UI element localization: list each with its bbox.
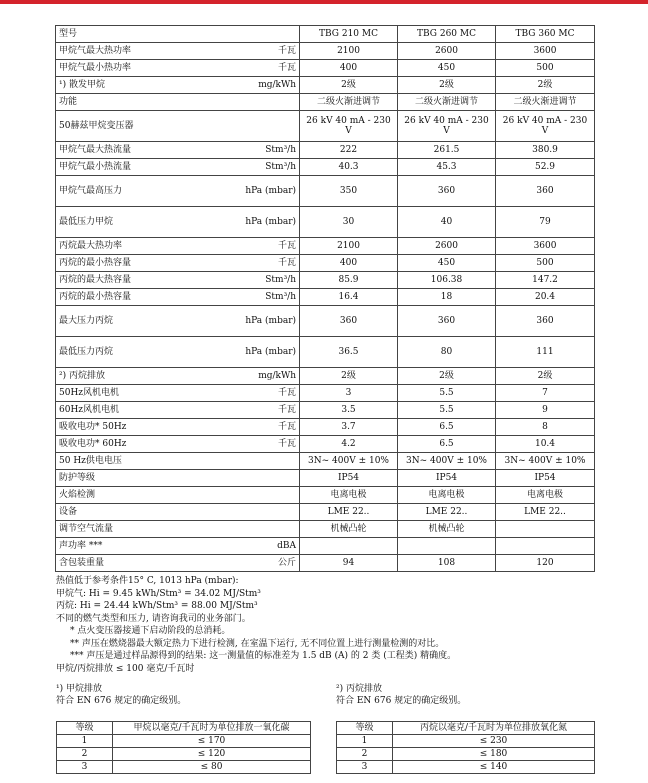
spec-row xyxy=(56,238,595,255)
spec-row-value: 电离电极 xyxy=(300,487,398,504)
spec-row-value: 2级 xyxy=(496,77,595,94)
notes xyxy=(56,575,596,675)
spec-row-value: 350 xyxy=(300,176,398,207)
spec-row xyxy=(56,521,595,538)
spec-row-label: 50 Hz供电电压 xyxy=(56,453,226,470)
spec-row-label: 丙烷最大热功率 xyxy=(56,238,226,255)
spec-row-value: 2级 xyxy=(398,77,496,94)
spec-row-value: 5.5 xyxy=(398,402,496,419)
spec-row xyxy=(56,337,595,368)
spec-row xyxy=(56,436,595,453)
spec-row-value: 2100 xyxy=(300,43,398,60)
spec-row-value: 261.5 xyxy=(398,142,496,159)
nox-header-value: 丙烷以毫克/千瓦时为单位排放氧化氮 xyxy=(393,722,595,735)
spec-row-value: 2级 xyxy=(300,77,398,94)
spec-row-value: 3 xyxy=(300,385,398,402)
note-line: 不同的燃气类型和压力, 请咨询我司的业务部门。 xyxy=(56,613,251,624)
spec-row-unit: 千瓦 xyxy=(226,255,300,272)
spec-row-label: ²) 丙烷排放 xyxy=(56,368,226,385)
spec-row-label: 丙烷的最小热容量 xyxy=(56,289,226,306)
spec-row-value: 二级火渐进调节 xyxy=(300,94,398,111)
spec-row-value: 85.9 xyxy=(300,272,398,289)
spec-row-value: 2级 xyxy=(496,368,595,385)
spec-row-value: 450 xyxy=(398,60,496,77)
spec-row-label: 甲烷气最大热功率 xyxy=(56,43,226,60)
spec-row-value xyxy=(496,538,595,555)
spec-row-label: 声功率 *** xyxy=(56,538,226,555)
spec-row-unit: 千瓦 xyxy=(226,60,300,77)
spec-row-value: 40 xyxy=(398,207,496,238)
footnote-double-star: ** 声压在燃烧器最大额定热力下进行检测, 在室温下运行, 无不同位置上进行测量检测的对比。 xyxy=(70,638,445,649)
spec-row xyxy=(56,470,595,487)
spec-row xyxy=(56,402,595,419)
spec-row xyxy=(56,159,595,176)
spec-row-unit xyxy=(226,94,300,111)
spec-row-unit: hPa (mbar) xyxy=(226,306,300,337)
spec-row-value: 16.4 xyxy=(300,289,398,306)
spec-row-value: 10.4 xyxy=(496,436,595,453)
spec-row-value: 5.5 xyxy=(398,385,496,402)
spec-row-value: 机械凸轮 xyxy=(300,521,398,538)
spec-row-value: 2600 xyxy=(398,43,496,60)
nox-class: 2 xyxy=(337,748,393,761)
methane-title: ¹) 甲烷排放 xyxy=(56,684,102,694)
spec-row-value: 120 xyxy=(496,555,595,572)
spec-row xyxy=(56,555,595,572)
spec-row-value: 2级 xyxy=(398,368,496,385)
co-header-value: 甲烷以毫克/千瓦时为单位排放一氧化碳 xyxy=(113,722,311,735)
spec-row-value: 3N~ 400V ± 10% xyxy=(496,453,595,470)
spec-row-label: ¹) 散发甲烷 xyxy=(56,77,226,94)
spec-row-value xyxy=(300,538,398,555)
spec-row xyxy=(56,176,595,207)
spec-row-value: 20.4 xyxy=(496,289,595,306)
co-class: 1 xyxy=(57,735,113,748)
spec-row-value: 电离电极 xyxy=(398,487,496,504)
propane-title: ²) 丙烷排放 xyxy=(336,684,382,694)
spec-row-unit xyxy=(226,470,300,487)
co-class: 2 xyxy=(57,748,113,761)
spec-row-unit: 千瓦 xyxy=(226,419,300,436)
spec-row xyxy=(56,272,595,289)
spec-row-value: 2600 xyxy=(398,238,496,255)
spec-row-label: 甲烷气最小热功率 xyxy=(56,60,226,77)
spec-row-value: LME 22.. xyxy=(496,504,595,521)
spec-row-value: 400 xyxy=(300,255,398,272)
spec-row-value: 3600 xyxy=(496,238,595,255)
spec-row-value: LME 22.. xyxy=(300,504,398,521)
spec-row-value: 9 xyxy=(496,402,595,419)
nox-emission-table xyxy=(336,721,595,774)
spec-row-unit xyxy=(226,111,300,142)
nox-class: 1 xyxy=(337,735,393,748)
spec-row-value: 500 xyxy=(496,60,595,77)
nox-value: ≤ 230 xyxy=(393,735,595,748)
spec-row-label: 火焰检测 xyxy=(56,487,226,504)
note-line: 丙烷: Hi = 24.44 kWh/Stm³ = 88.00 MJ/Stm³ xyxy=(56,601,258,611)
co-value: ≤ 170 xyxy=(113,735,311,748)
spec-row xyxy=(56,487,595,504)
spec-row xyxy=(56,504,595,521)
spec-row-unit: 公斤 xyxy=(226,555,300,572)
spec-row-value: 4.2 xyxy=(300,436,398,453)
note-line: 热值低于参考条件15° C, 1013 hPa (mbar): xyxy=(56,576,239,586)
spec-row-unit: 千瓦 xyxy=(226,238,300,255)
methane-subtitle: 符合 EN 676 规定的确定级别。 xyxy=(56,696,187,706)
spec-row-label: 丙烷的最大热容量 xyxy=(56,272,226,289)
methane-section xyxy=(56,683,186,707)
spec-row-label: 吸收电功* 60Hz xyxy=(56,436,226,453)
co-value: ≤ 80 xyxy=(113,761,311,774)
spec-row-value: 400 xyxy=(300,60,398,77)
spec-row-value: 18 xyxy=(398,289,496,306)
top-accent-bar xyxy=(0,0,648,4)
spec-row-value: 30 xyxy=(300,207,398,238)
spec-row xyxy=(56,538,595,555)
spec-row-value: 2100 xyxy=(300,238,398,255)
spec-row-value: 360 xyxy=(300,306,398,337)
spec-row xyxy=(56,385,595,402)
spec-row-label: 最大压力丙烷 xyxy=(56,306,226,337)
spec-row-unit: Stm³/h xyxy=(226,142,300,159)
co-class: 3 xyxy=(57,761,113,774)
spec-row-value: 7 xyxy=(496,385,595,402)
spec-row-value: 二级火渐进调节 xyxy=(496,94,595,111)
spec-row xyxy=(56,77,595,94)
spec-row-value: 450 xyxy=(398,255,496,272)
spec-row-value: IP54 xyxy=(300,470,398,487)
spec-row-value: 360 xyxy=(398,176,496,207)
spec-row-unit: hPa (mbar) xyxy=(226,207,300,238)
spec-row-value: 3.7 xyxy=(300,419,398,436)
spec-row-value: 108 xyxy=(398,555,496,572)
spec-row-value: 26 kV 40 mA - 230 V xyxy=(398,111,496,142)
co-value: ≤ 120 xyxy=(113,748,311,761)
spec-row-label: 调节空气流量 xyxy=(56,521,226,538)
spec-row-label: 甲烷气最大热流量 xyxy=(56,142,226,159)
spec-row-unit xyxy=(226,487,300,504)
co-emission-table xyxy=(56,721,311,774)
spec-row xyxy=(56,94,595,111)
spec-row-value: 360 xyxy=(496,306,595,337)
spec-row-label: 60Hz风机电机 xyxy=(56,402,226,419)
spec-row-value: 2级 xyxy=(300,368,398,385)
spec-row-value: 111 xyxy=(496,337,595,368)
emission-limit: 甲烷/丙烷排放 ≤ 100 毫克/千瓦时 xyxy=(56,663,195,674)
spec-header-label: 型号 xyxy=(56,26,300,43)
spec-row-value: 6.5 xyxy=(398,436,496,453)
spec-row xyxy=(56,419,595,436)
propane-section xyxy=(336,683,466,707)
spec-table xyxy=(55,25,595,572)
spec-row-value: LME 22.. xyxy=(398,504,496,521)
nox-value: ≤ 140 xyxy=(393,761,595,774)
spec-row-label: 含包装重量 xyxy=(56,555,226,572)
spec-row-unit: 千瓦 xyxy=(226,385,300,402)
spec-row-value: 45.3 xyxy=(398,159,496,176)
spec-row-unit: 千瓦 xyxy=(226,436,300,453)
spec-row-value: 3N~ 400V ± 10% xyxy=(300,453,398,470)
spec-row-unit: Stm³/h xyxy=(226,159,300,176)
spec-row-value: 26 kV 40 mA - 230 V xyxy=(300,111,398,142)
spec-row xyxy=(56,60,595,77)
spec-row-unit: dBA xyxy=(226,538,300,555)
spec-row-value xyxy=(398,538,496,555)
spec-row-unit: Stm³/h xyxy=(226,289,300,306)
spec-row-label: 甲烷气最小热流量 xyxy=(56,159,226,176)
spec-row xyxy=(56,368,595,385)
spec-row-value: 79 xyxy=(496,207,595,238)
spec-row-unit: 千瓦 xyxy=(226,43,300,60)
spec-row-value xyxy=(496,521,595,538)
spec-row-unit: Stm³/h xyxy=(226,272,300,289)
spec-row-value: 8 xyxy=(496,419,595,436)
spec-row-label: 丙烷的最小热容量 xyxy=(56,255,226,272)
spec-row xyxy=(56,207,595,238)
spec-row-value: 电离电极 xyxy=(496,487,595,504)
spec-row-label: 吸收电功* 50Hz xyxy=(56,419,226,436)
model-tbg-360: TBG 360 MC xyxy=(496,26,595,43)
spec-row-label: 功能 xyxy=(56,94,226,111)
spec-row-value: 380.9 xyxy=(496,142,595,159)
spec-row-value: 3.5 xyxy=(300,402,398,419)
nox-value: ≤ 180 xyxy=(393,748,595,761)
spec-row-unit: mg/kWh xyxy=(226,77,300,94)
spec-row-label: 甲烷气最高压力 xyxy=(56,176,226,207)
spec-row-value: 360 xyxy=(496,176,595,207)
nox-class: 3 xyxy=(337,761,393,774)
spec-row-unit xyxy=(226,504,300,521)
spec-row xyxy=(56,306,595,337)
spec-row-label: 50赫兹甲烷变压器 xyxy=(56,111,226,142)
spec-row-unit: 千瓦 xyxy=(226,402,300,419)
spec-row-value: 40.3 xyxy=(300,159,398,176)
spec-row-value: 222 xyxy=(300,142,398,159)
spec-row-label: 50Hz风机电机 xyxy=(56,385,226,402)
spec-row xyxy=(56,43,595,60)
propane-subtitle: 符合 EN 676 规定的确定级别。 xyxy=(336,696,467,706)
spec-row-value: 机械凸轮 xyxy=(398,521,496,538)
spec-row xyxy=(56,255,595,272)
model-tbg-210: TBG 210 MC xyxy=(300,26,398,43)
co-header-class: 等级 xyxy=(57,722,113,735)
model-tbg-260: TBG 260 MC xyxy=(398,26,496,43)
spec-row xyxy=(56,453,595,470)
spec-row-value: 147.2 xyxy=(496,272,595,289)
footnote-triple-star: *** 声压是通过样品源得到的结果: 这一测量值的标准差为 1.5 dB (A) 的 2 类 (工程类) 精确度。 xyxy=(70,651,457,661)
spec-row-value: IP54 xyxy=(496,470,595,487)
spec-row-value: 500 xyxy=(496,255,595,272)
spec-row-label: 最低压力丙烷 xyxy=(56,337,226,368)
spec-row-unit: hPa (mbar) xyxy=(226,176,300,207)
spec-row-value: 3N~ 400V ± 10% xyxy=(398,453,496,470)
spec-row-unit xyxy=(226,521,300,538)
nox-header-class: 等级 xyxy=(337,722,393,735)
spec-row-label: 设备 xyxy=(56,504,226,521)
note-line: 甲烷气: Hi = 9.45 kWh/Stm³ = 34.02 MJ/Stm³ xyxy=(56,588,261,599)
spec-row xyxy=(56,289,595,306)
spec-row-value: 二级火渐进调节 xyxy=(398,94,496,111)
spec-row-unit: mg/kWh xyxy=(226,368,300,385)
spec-row-value: IP54 xyxy=(398,470,496,487)
spec-row-label: 最低压力甲烷 xyxy=(56,207,226,238)
spec-row-value: 36.5 xyxy=(300,337,398,368)
spec-row-value: 80 xyxy=(398,337,496,368)
spec-row-unit: hPa (mbar) xyxy=(226,337,300,368)
spec-row-value: 94 xyxy=(300,555,398,572)
footnote-star: * 点火变压器接通下启动阶段的总消耗。 xyxy=(70,626,231,636)
spec-row-label: 防护等级 xyxy=(56,470,226,487)
spec-row xyxy=(56,142,595,159)
spec-row-value: 6.5 xyxy=(398,419,496,436)
spec-row-value: 106.38 xyxy=(398,272,496,289)
spec-row-value: 52.9 xyxy=(496,159,595,176)
spec-row-value: 360 xyxy=(398,306,496,337)
spec-row-value: 26 kV 40 mA - 230 V xyxy=(496,111,595,142)
spec-row-unit xyxy=(226,453,300,470)
spec-row xyxy=(56,111,595,142)
spec-row-value: 3600 xyxy=(496,43,595,60)
